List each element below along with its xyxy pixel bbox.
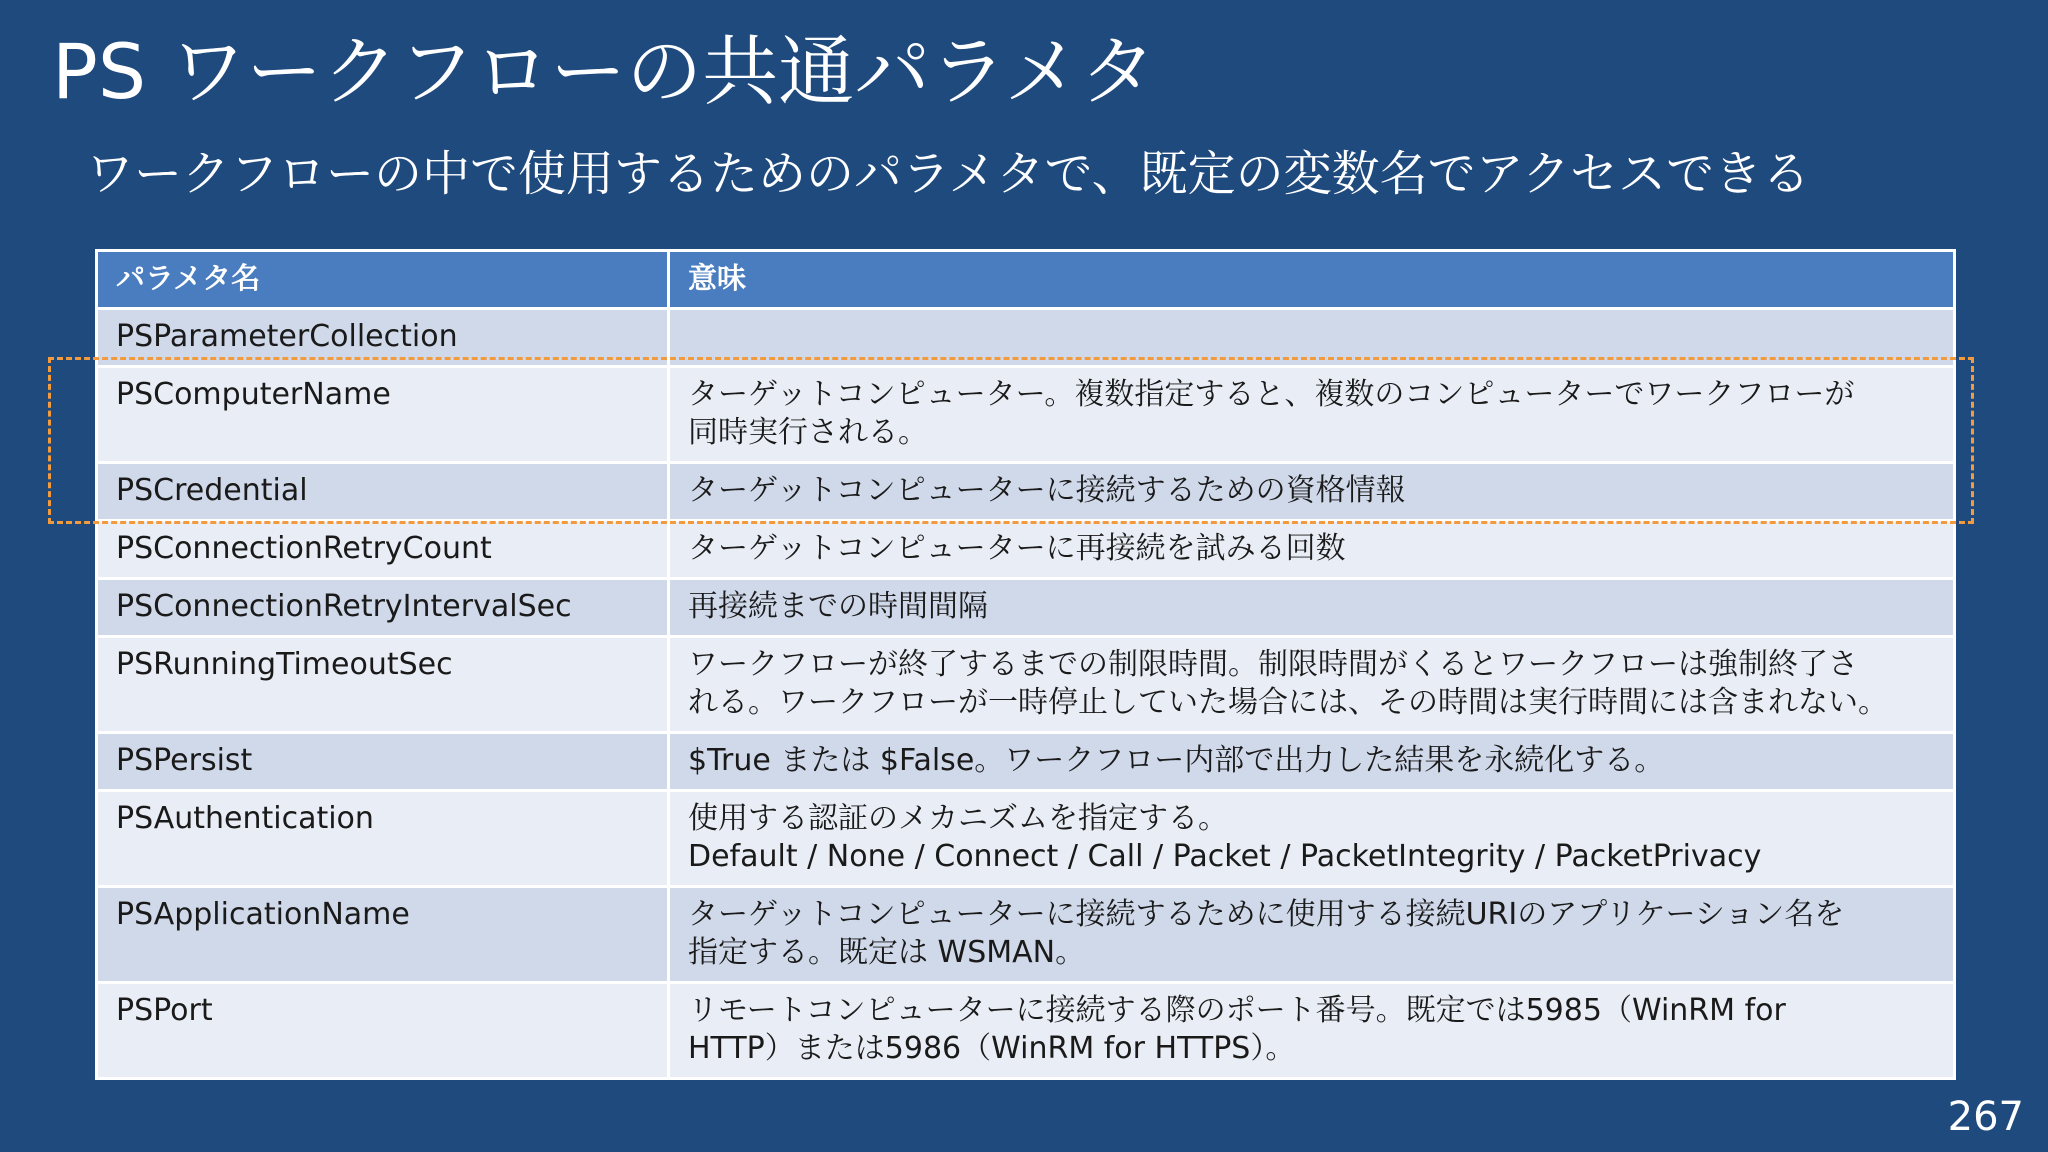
table-row [97, 309, 1955, 367]
table-row [97, 791, 1955, 887]
parameter-description-cell [669, 983, 1955, 1079]
table-row [97, 733, 1955, 791]
parameter-description-cell [669, 791, 1955, 887]
description-line: 指定する。既定は WSMAN。 [688, 935, 1086, 970]
parameter-name-cell: PSAuthentication [97, 791, 669, 887]
description-line: HTTP）または5986（WinRM for HTTPS）。 [688, 1031, 1296, 1066]
table-row [97, 367, 1955, 463]
parameter-name-cell: PSComputerName [97, 367, 669, 463]
parameter-description-cell [669, 367, 1955, 463]
description-line: ターゲットコンピューターに接続するための資格情報 [688, 473, 1406, 508]
parameter-description-cell [669, 521, 1955, 579]
table-row [97, 521, 1955, 579]
table-row [97, 579, 1955, 637]
slide-subtitle: ワークフローの中で使用するためのパラメタで、既定の変数名でアクセスできる [86, 146, 1811, 202]
table-row [97, 463, 1955, 521]
table-row [97, 637, 1955, 733]
parameter-description-cell [669, 733, 1955, 791]
parameter-table [95, 249, 1956, 1080]
description-line: ターゲットコンピューターに接続するために使用する接続URIのアプリケーション名を [688, 897, 1845, 932]
table-header-row [97, 251, 1955, 309]
parameter-description-cell [669, 637, 1955, 733]
description-line: $True または $False。ワークフロー内部で出力した結果を永続化する。 [688, 743, 1665, 778]
description-line: ターゲットコンピューターに再接続を試みる回数 [688, 531, 1346, 566]
page-number: 267 [1947, 1094, 2024, 1140]
description-line: ワークフローが終了するまでの制限時間。制限時間がくるとワークフローは強制終了さ [688, 647, 1858, 682]
parameter-name-cell: PSPort [97, 983, 669, 1079]
parameter-name-cell: PSPersist [97, 733, 669, 791]
parameter-description-cell [669, 887, 1955, 983]
description-line: 使用する認証のメカニズムを指定する。 [688, 801, 1228, 836]
parameter-name-cell: PSCredential [97, 463, 669, 521]
parameter-description-cell [669, 579, 1955, 637]
table-row [97, 983, 1955, 1079]
parameter-name-cell: PSConnectionRetryCount [97, 521, 669, 579]
parameter-description-cell [669, 463, 1955, 521]
description-line: Default / None / Connect / Call / Packet / PacketIntegrity / PacketPrivacy [688, 839, 1762, 874]
parameter-name-cell: PSRunningTimeoutSec [97, 637, 669, 733]
column-header-meaning: 意味 [669, 251, 1955, 309]
column-header-parameter-name: パラメタ名 [97, 251, 669, 309]
description-line: ターゲットコンピューター。複数指定すると、複数のコンピューターでワークフローが [688, 377, 1855, 412]
parameter-description-cell [669, 309, 1955, 367]
description-line: 同時実行される。 [688, 415, 928, 450]
description-line: 再接続までの時間間隔 [688, 589, 988, 624]
parameter-name-cell: PSParameterCollection [97, 309, 669, 367]
parameter-name-cell: PSConnectionRetryIntervalSec [97, 579, 669, 637]
description-line: リモートコンピューターに接続する際のポート番号。既定では5985（WinRM for [688, 993, 1786, 1028]
slide-title: PS ワークフローの共通パラメタ [52, 27, 1156, 116]
parameter-name-cell: PSApplicationName [97, 887, 669, 983]
table-row [97, 887, 1955, 983]
description-line: れる。ワークフローが一時停止していた場合には、その時間は実行時間には含まれない。 [688, 685, 1888, 720]
